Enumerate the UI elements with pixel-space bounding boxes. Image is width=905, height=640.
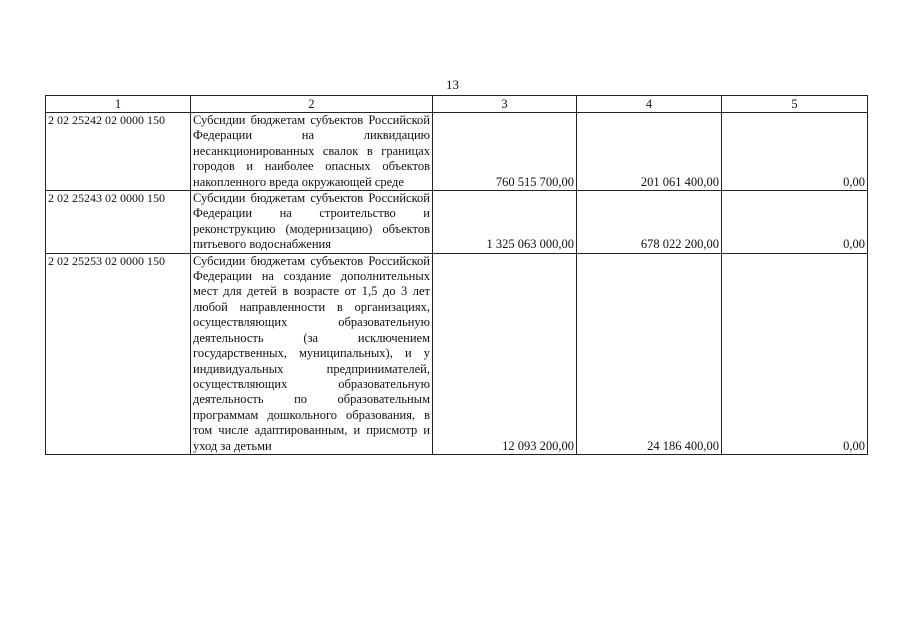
- header-col-5: 5: [722, 96, 868, 113]
- amount-col-5: 0,00: [722, 191, 868, 254]
- budget-code: 2 02 25242 02 0000 150: [46, 113, 191, 191]
- row-description: Субсидии бюджетам субъектов Российской Федерации на строительство и реконструкцию (модернизацию) объектов питьевого водоснабжения: [191, 191, 433, 254]
- budget-code: 2 02 25243 02 0000 150: [46, 191, 191, 254]
- table-row: [46, 113, 868, 191]
- amount-col-3: 12 093 200,00: [433, 253, 577, 454]
- budget-code: 2 02 25253 02 0000 150: [46, 253, 191, 454]
- amount-col-4: 201 061 400,00: [577, 113, 722, 191]
- header-col-4: 4: [577, 96, 722, 113]
- row-description: Субсидии бюджетам субъектов Российской Федерации на ликвидацию несанкционированных свалок в границах городов и наиболее опасных объектов накопленного вреда окружающей среде: [191, 113, 433, 191]
- page-number: 13: [446, 77, 459, 92]
- amount-col-4: 24 186 400,00: [577, 253, 722, 454]
- amount-col-5: 0,00: [722, 253, 868, 454]
- amount-col-3: 1 325 063 000,00: [433, 191, 577, 254]
- amount-col-3: 760 515 700,00: [433, 113, 577, 191]
- table-row: [46, 191, 868, 254]
- header-col-2: 2: [191, 96, 433, 113]
- amount-col-5: 0,00: [722, 113, 868, 191]
- header-col-1: 1: [46, 96, 191, 113]
- row-description: Субсидии бюджетам субъектов Российской Федерации на создание дополнительных мест для детей в возрасте от 1,5 до 3 лет любой направленности в организациях, осуществляющих образовательную деятельность (за исключением государственных, муниципальных), и у индивидуальных предпринимателей, осуществляющих образовательную деятельность по образовательным программам дошкольного образования, в том числе адаптированным, и присмотр и уход за детьми: [191, 253, 433, 454]
- table-row: [46, 253, 868, 454]
- amount-col-4: 678 022 200,00: [577, 191, 722, 254]
- header-col-3: 3: [433, 96, 577, 113]
- header-row: [46, 96, 868, 113]
- budget-table: [45, 95, 868, 455]
